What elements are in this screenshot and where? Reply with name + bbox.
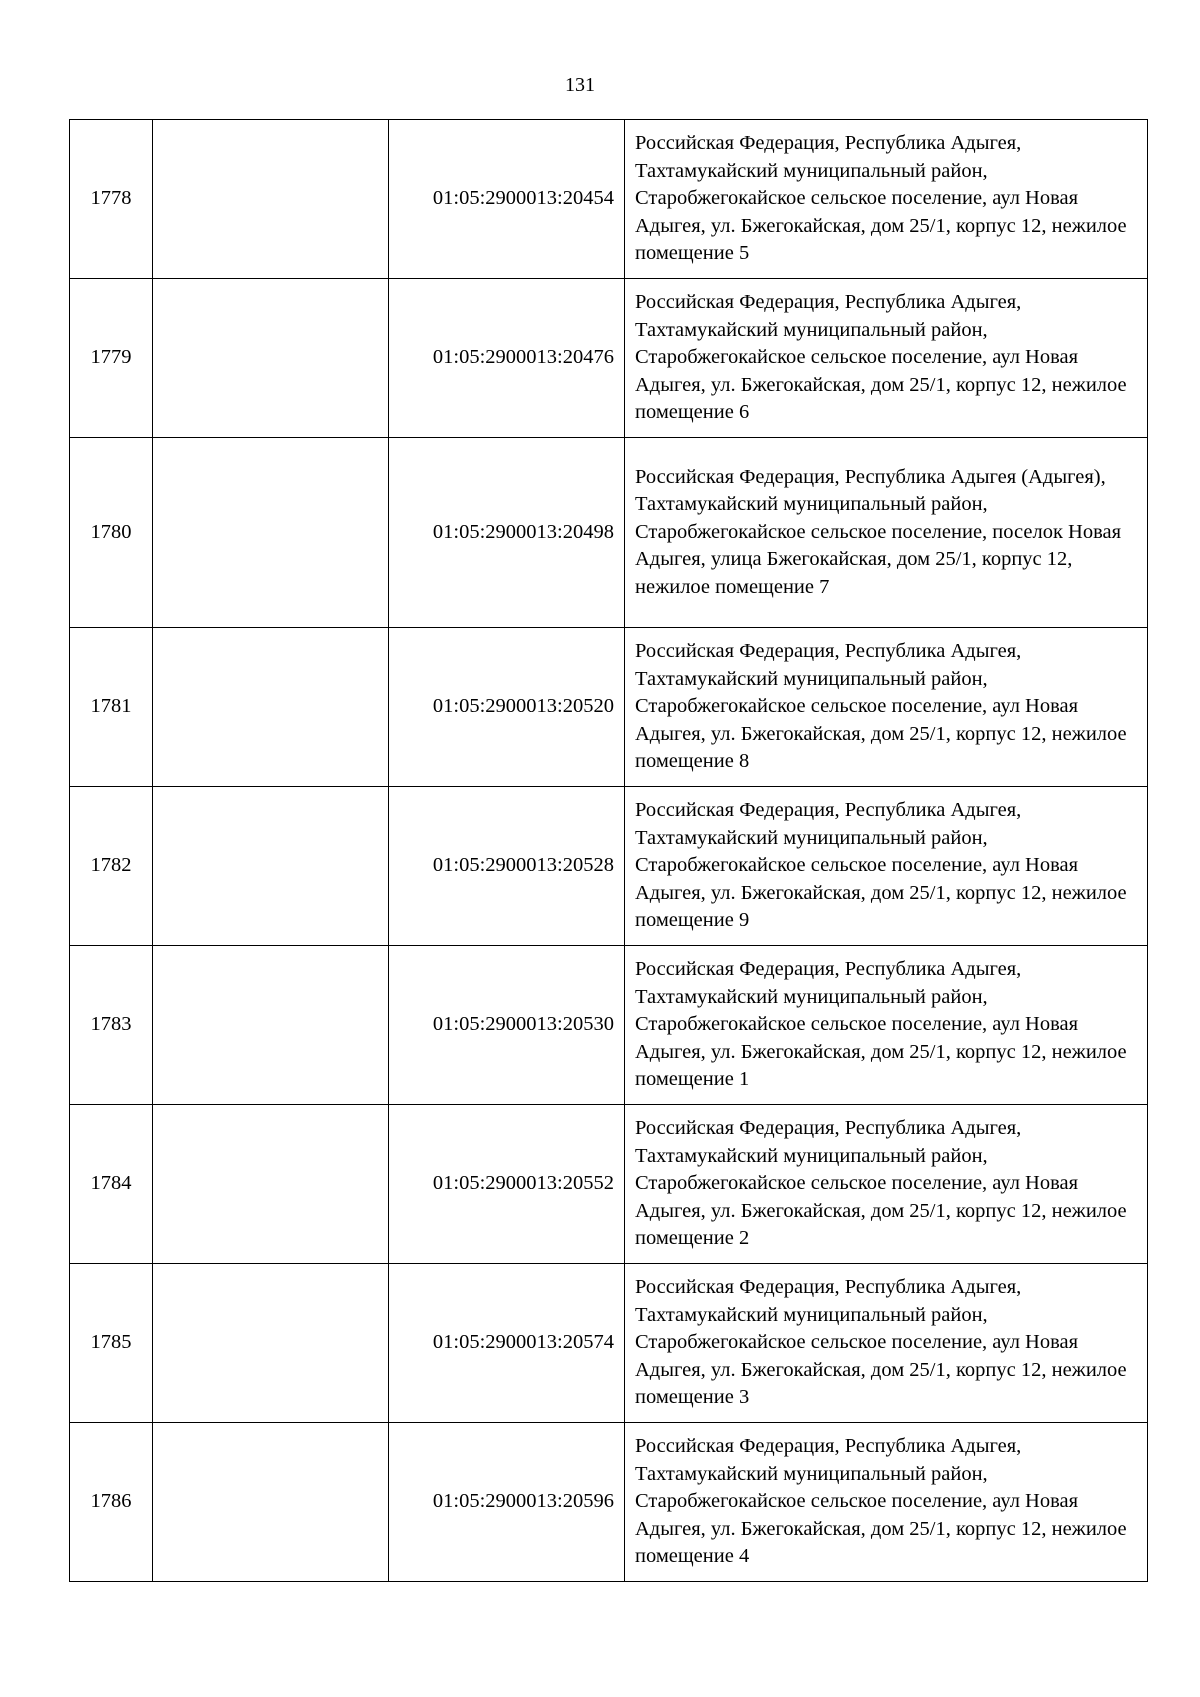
empty-cell	[153, 438, 389, 628]
table-row	[70, 1423, 1148, 1582]
address-cell: Российская Федерация, Республика Адыгея (Адыгея), Тахтамукайский муниципальный район, Старобжегокайское сельское поселение, поселок Новая Адыгея, улица Бжегокайская, дом 25/1, корпус 12, нежилое помещение 7	[625, 438, 1148, 628]
row-number: 1778	[70, 120, 153, 279]
cadastral-number: 01:05:2900013:20530	[389, 946, 625, 1105]
table-row	[70, 1105, 1148, 1264]
address-cell: Российская Федерация, Республика Адыгея, Тахтамукайский муниципальный район, Старобжегокайское сельское поселение, аул Новая Адыгея, ул. Бжегокайская, дом 25/1, корпус 12, нежилое помещение 2	[625, 1105, 1148, 1264]
registry-table	[69, 119, 1148, 1582]
row-number: 1780	[70, 438, 153, 628]
address-cell: Российская Федерация, Республика Адыгея, Тахтамукайский муниципальный район, Старобжегокайское сельское поселение, аул Новая Адыгея, ул. Бжегокайская, дом 25/1, корпус 12, нежилое помещение 4	[625, 1423, 1148, 1582]
page-number: 131	[565, 74, 595, 96]
cadastral-number: 01:05:2900013:20454	[389, 120, 625, 279]
table-row	[70, 1264, 1148, 1423]
address-cell: Российская Федерация, Республика Адыгея, Тахтамукайский муниципальный район, Старобжегокайское сельское поселение, аул Новая Адыгея, ул. Бжегокайская, дом 25/1, корпус 12, нежилое помещение 5	[625, 120, 1148, 279]
row-number: 1782	[70, 787, 153, 946]
cadastral-number: 01:05:2900013:20498	[389, 438, 625, 628]
table-row	[70, 438, 1148, 628]
cadastral-number: 01:05:2900013:20476	[389, 279, 625, 438]
address-cell: Российская Федерация, Республика Адыгея, Тахтамукайский муниципальный район, Старобжегокайское сельское поселение, аул Новая Адыгея, ул. Бжегокайская, дом 25/1, корпус 12, нежилое помещение 8	[625, 628, 1148, 787]
address-cell: Российская Федерация, Республика Адыгея, Тахтамукайский муниципальный район, Старобжегокайское сельское поселение, аул Новая Адыгея, ул. Бжегокайская, дом 25/1, корпус 12, нежилое помещение 1	[625, 946, 1148, 1105]
cadastral-number: 01:05:2900013:20528	[389, 787, 625, 946]
row-number: 1785	[70, 1264, 153, 1423]
cadastral-number: 01:05:2900013:20596	[389, 1423, 625, 1582]
table-row	[70, 787, 1148, 946]
cadastral-number: 01:05:2900013:20574	[389, 1264, 625, 1423]
table-row	[70, 946, 1148, 1105]
empty-cell	[153, 1423, 389, 1582]
empty-cell	[153, 946, 389, 1105]
table-row	[70, 279, 1148, 438]
empty-cell	[153, 628, 389, 787]
address-cell: Российская Федерация, Республика Адыгея, Тахтамукайский муниципальный район, Старобжегокайское сельское поселение, аул Новая Адыгея, ул. Бжегокайская, дом 25/1, корпус 12, нежилое помещение 6	[625, 279, 1148, 438]
cadastral-number: 01:05:2900013:20520	[389, 628, 625, 787]
row-number: 1779	[70, 279, 153, 438]
row-number: 1784	[70, 1105, 153, 1264]
row-number: 1783	[70, 946, 153, 1105]
address-cell: Российская Федерация, Республика Адыгея, Тахтамукайский муниципальный район, Старобжегокайское сельское поселение, аул Новая Адыгея, ул. Бжегокайская, дом 25/1, корпус 12, нежилое помещение 9	[625, 787, 1148, 946]
address-cell: Российская Федерация, Республика Адыгея, Тахтамукайский муниципальный район, Старобжегокайское сельское поселение, аул Новая Адыгея, ул. Бжегокайская, дом 25/1, корпус 12, нежилое помещение 3	[625, 1264, 1148, 1423]
row-number: 1786	[70, 1423, 153, 1582]
cadastral-number: 01:05:2900013:20552	[389, 1105, 625, 1264]
empty-cell	[153, 120, 389, 279]
table-row	[70, 120, 1148, 279]
empty-cell	[153, 279, 389, 438]
table-row	[70, 628, 1148, 787]
empty-cell	[153, 787, 389, 946]
empty-cell	[153, 1105, 389, 1264]
empty-cell	[153, 1264, 389, 1423]
row-number: 1781	[70, 628, 153, 787]
